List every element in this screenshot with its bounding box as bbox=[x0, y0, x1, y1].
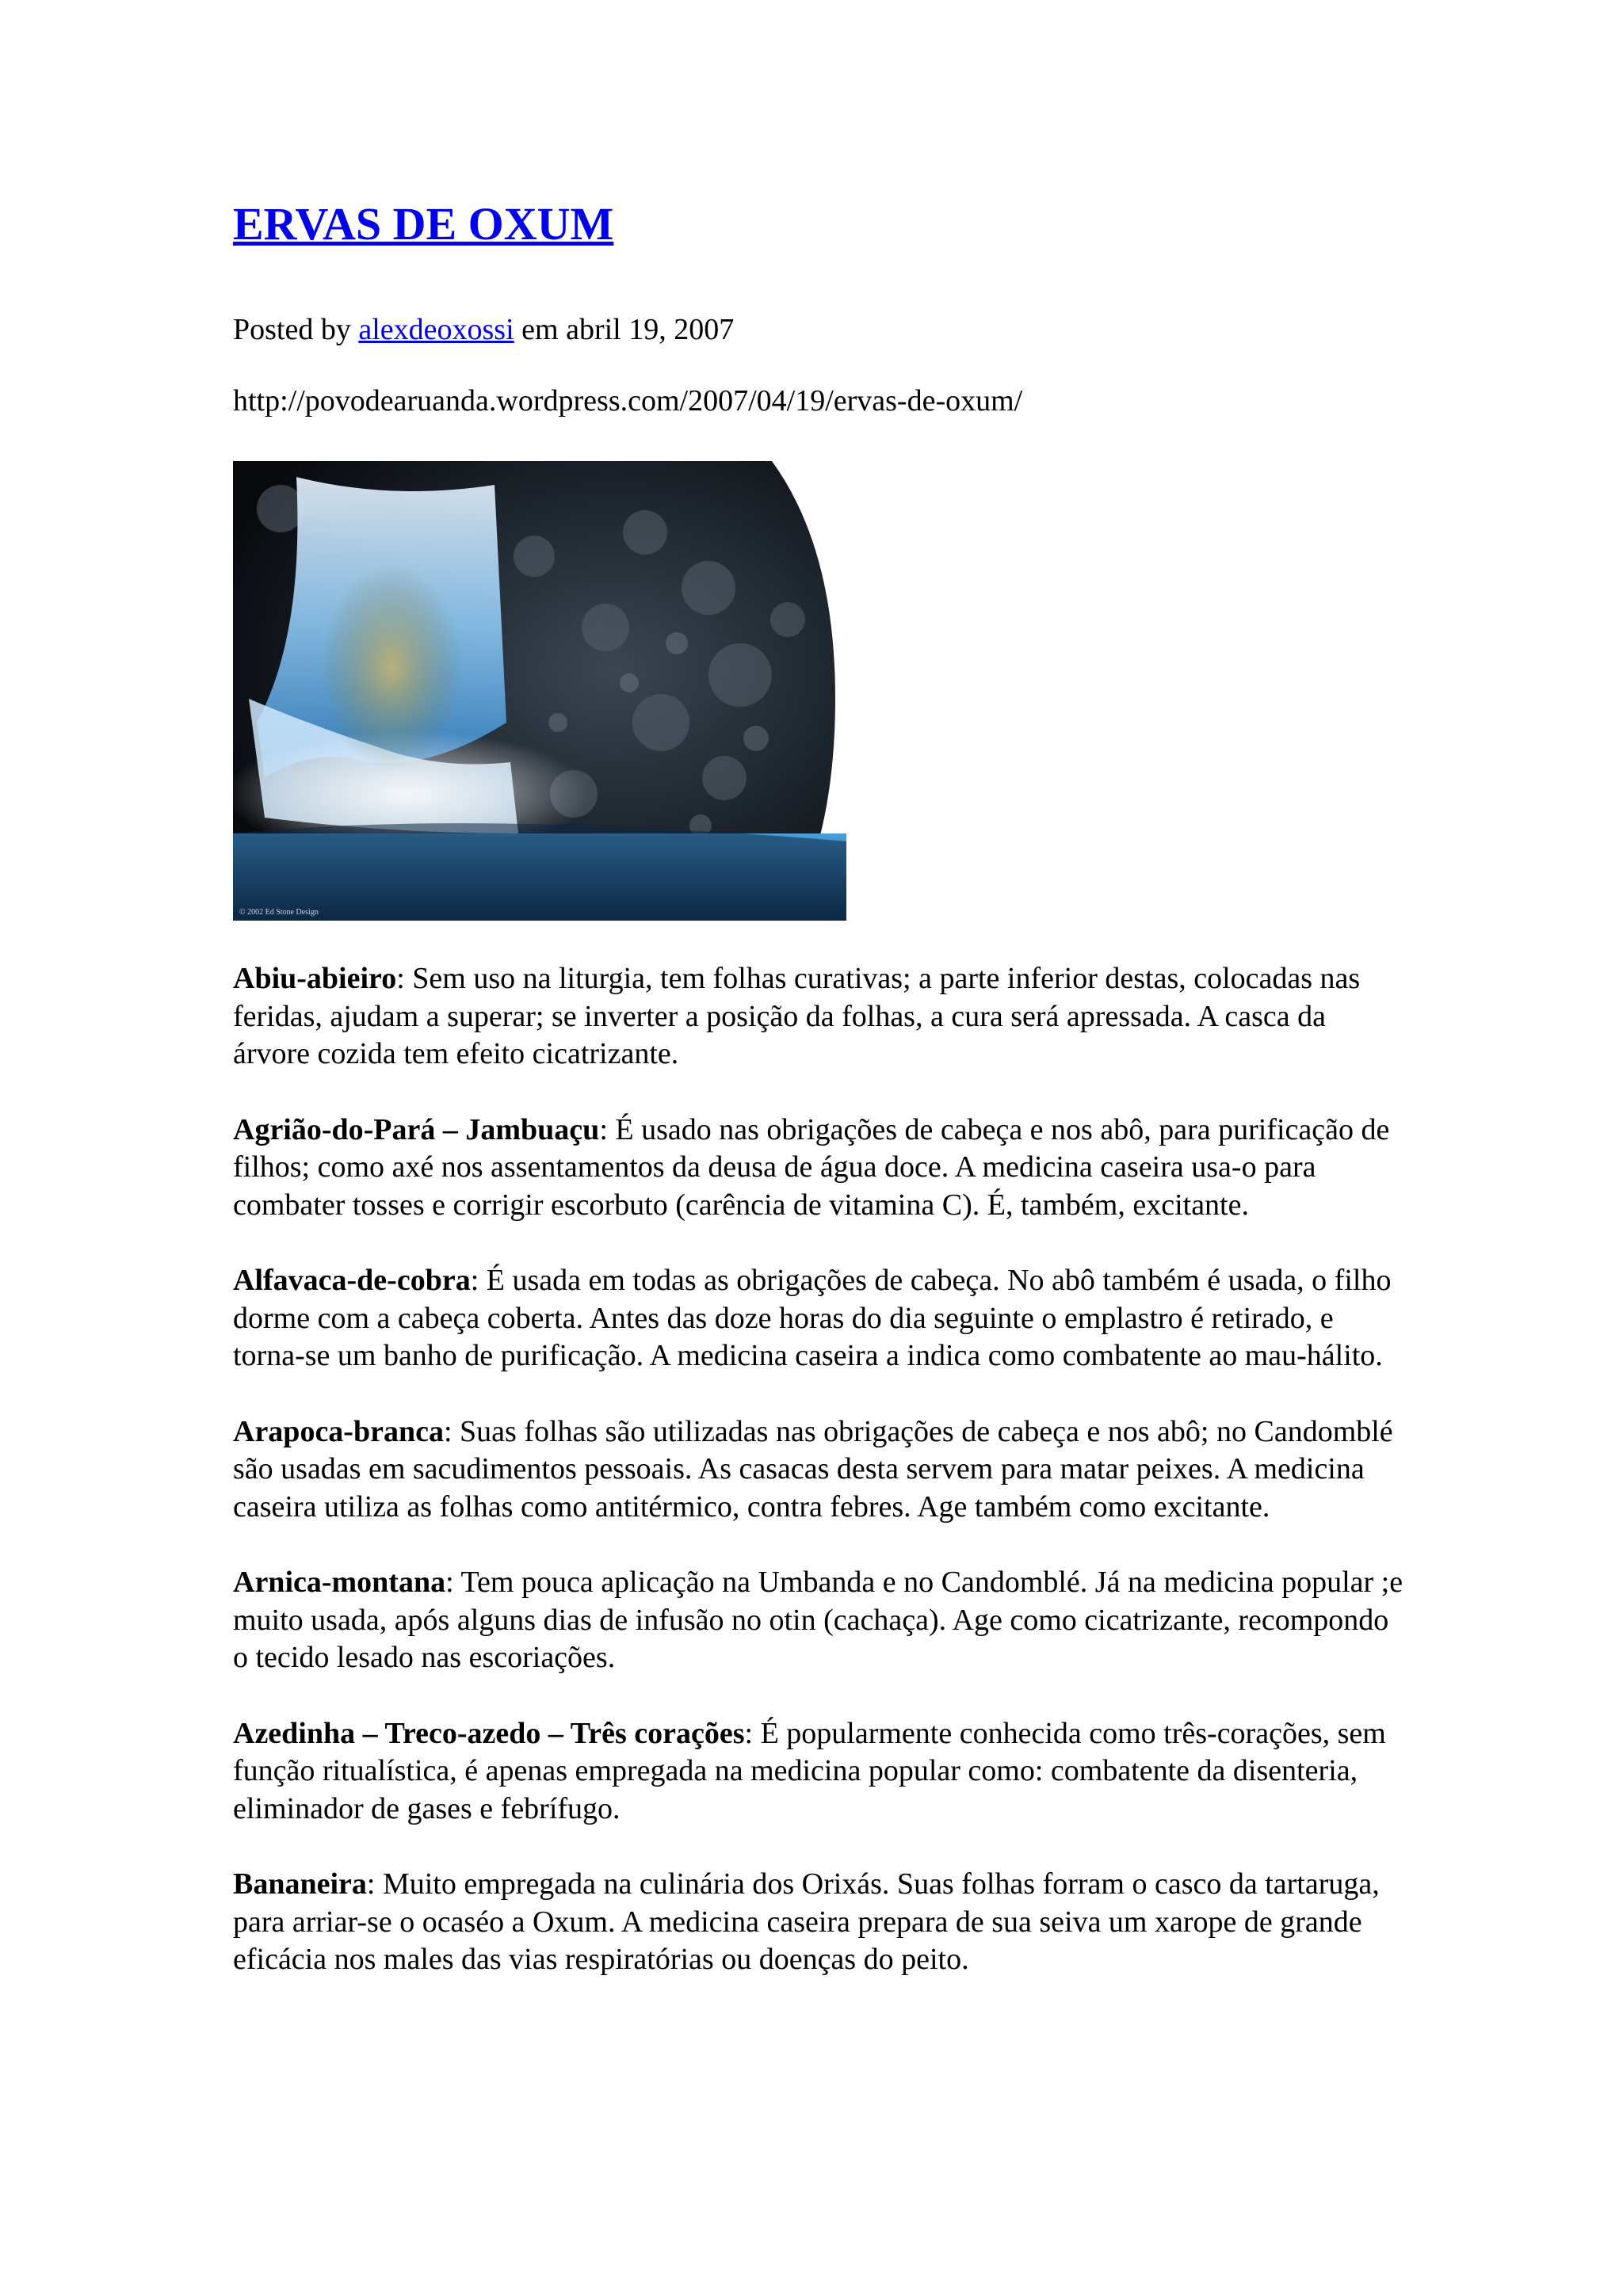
image-credit: © 2002 Ed Stone Design bbox=[239, 908, 319, 917]
entry-text: : É usada em todas as obrigações de cabeça. No abô também é usada, o filho dorme com a cabeça coberta. Antes das doze horas do dia seguinte o emplastro é retirado, e torna-se um banho de purificação. A medicina caseira a indica como combatente ao mau-hálito. bbox=[233, 1264, 1392, 1372]
waterfall-illustration bbox=[233, 461, 846, 921]
source-url: http://povodearuanda.wordpress.com/2007/04/19/ervas-de-oxum/ bbox=[233, 384, 1023, 418]
entry-text: : Tem pouca aplicação na Umbanda e no Candomblé. Já na medicina popular ;e muito usada, após alguns dias de infusão no otin (cachaça). Age como cicatrizante, recompondo o tecido lesado nas escoriações. bbox=[233, 1566, 1403, 1674]
byline bbox=[233, 311, 1406, 349]
entry-term: Arapoca-branca bbox=[233, 1414, 444, 1448]
waterfall-image bbox=[233, 461, 846, 921]
entry-abiu bbox=[233, 960, 1406, 1074]
article bbox=[233, 190, 1406, 2017]
entry-term: Agrião-do-Pará – Jambuaçu bbox=[233, 1112, 600, 1146]
entry-text: : Muito empregada na culinária dos Orixás. Suas folhas forram o casco da tartaruga, para arriar-se o ocaséo a Oxum. A medicina caseira prepara de sua seiva um xarope de grande eficácia nos males das vias respiratórias ou doenças do peito. bbox=[233, 1867, 1380, 1976]
entry-text: : É usado nas obrigações de cabeça e nos abô, para purificação de filhos; como axé nos assentamentos da deusa de água doce. A medicina caseira usa-o para combater tosses e corrigir escorbuto (carência de vitamina C). É, também, excitante. bbox=[233, 1112, 1390, 1222]
entry-text: : Sem uso na liturgia, tem folhas curativas; a parte inferior destas, colocadas nas feridas, ajudam a superar; se inverter a posição da folhas, a cura será apressada. A casca da árvore cozida tem efeito cicatrizante. bbox=[233, 962, 1361, 1070]
entry-term: Azedinha – Treco-azedo – Três corações bbox=[233, 1716, 745, 1750]
entry-agriao bbox=[233, 1112, 1406, 1225]
entry-term: Abiu-abieiro bbox=[233, 962, 397, 995]
entry-bananeira bbox=[233, 1866, 1406, 1979]
byline-posted-by: Posted by bbox=[233, 313, 351, 346]
entry-azedinha bbox=[233, 1715, 1406, 1829]
article-title-link[interactable]: ERVAS DE OXUM bbox=[233, 198, 614, 250]
entry-alfavaca bbox=[233, 1262, 1406, 1375]
entry-term: Alfavaca-de-cobra bbox=[233, 1264, 471, 1297]
entry-text: : É popularmente conhecida como três-corações, sem função ritualística, é apenas empregada na medicina popular como: combatente da disenteria, eliminador de gases e febrífugo. bbox=[233, 1716, 1386, 1825]
entry-arapoca bbox=[233, 1413, 1406, 1527]
author-link[interactable]: alexdeoxossi bbox=[358, 313, 514, 346]
entry-text: : Suas folhas são utilizadas nas obrigações de cabeça e nos abô; no Candomblé são usadas em sacudimentos pessoais. As casacas desta servem para matar peixes. A medicina caseira utiliza as folhas como antitérmico, contra febres. Age também como excitante. bbox=[233, 1414, 1393, 1524]
byline-date: em abril 19, 2007 bbox=[521, 313, 735, 346]
entry-arnica bbox=[233, 1564, 1406, 1677]
entry-term: Arnica-montana bbox=[233, 1566, 446, 1599]
entry-term: Bananeira bbox=[233, 1867, 367, 1901]
